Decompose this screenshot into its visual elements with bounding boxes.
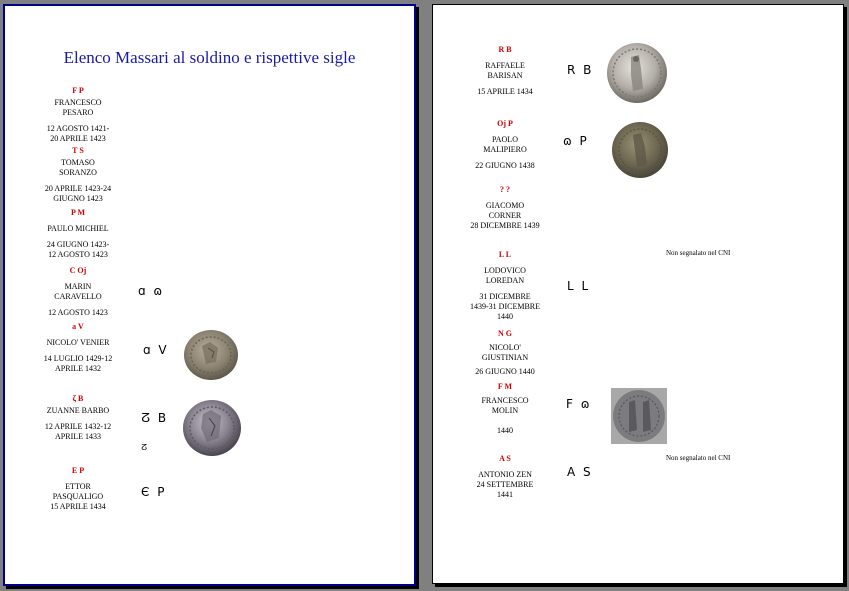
massaro-date: 15 APRILE 1434 — [50, 502, 106, 511]
sigla-symbol: ⵒ B — [141, 411, 169, 425]
list-item — [43, 322, 113, 374]
sigla-label: a V — [72, 322, 84, 331]
sigla-symbol: ɑ ɷ — [138, 284, 165, 298]
page-title: Elenco Massari al soldino e rispettive sigle — [63, 48, 356, 67]
sigla-label: R B — [498, 45, 512, 54]
list-item — [470, 329, 540, 377]
list-item — [470, 454, 540, 500]
massaro-name: GIACOMO CORNER — [485, 201, 525, 220]
sigla-label: T S — [72, 146, 84, 155]
sigla-label: A S — [499, 454, 511, 463]
list-item — [470, 250, 540, 322]
sigla-symbol-variant: ⵒ — [141, 443, 150, 452]
massaro-name: NICOLO' GIUSTINIAN — [481, 343, 529, 362]
coin-image — [611, 388, 667, 444]
sigla-symbol: ɑ V — [143, 343, 169, 357]
coin-image — [182, 328, 240, 382]
list-item — [470, 185, 540, 231]
list-item — [43, 86, 113, 144]
sigla-label: N G — [498, 329, 512, 338]
list-item — [43, 266, 113, 318]
sigla-symbol: L L — [567, 279, 591, 293]
sigla-label: ? ? — [500, 185, 510, 194]
sigla-symbol: Є P — [141, 485, 167, 499]
massaro-date: 12 APRILE 1432-12 APRILE 1433 — [44, 422, 112, 441]
sigla-symbol: R B — [567, 63, 594, 77]
massaro-date: 22 GIUGNO 1438 — [475, 161, 535, 170]
sigla-label: E P — [71, 466, 85, 475]
list-item — [470, 382, 540, 436]
note-text: Non segnalato nel CNI — [666, 454, 731, 462]
massaro-name: FRANCESCO PESARO — [54, 98, 102, 117]
list-item — [470, 45, 540, 97]
sigla-label: ζ B — [72, 394, 84, 403]
massaro-date: 24 SETTEMBRE 1441 — [476, 480, 534, 499]
sigla-label: C Oj — [69, 266, 87, 275]
note-text: Non segnalato nel CNI — [666, 249, 731, 257]
right-page — [432, 4, 844, 584]
massaro-name: ANTONIO ZEN — [478, 470, 532, 479]
sigla-symbol: A S — [567, 465, 593, 479]
massaro-name: PAOLO MALIPIERO — [483, 135, 527, 154]
massaro-name: ETTOR PASQUALIGO — [52, 482, 104, 501]
massaro-date: 12 AGOSTO 1423 — [48, 308, 108, 317]
list-item — [43, 466, 113, 512]
massaro-date: 12 AGOSTO 1421-20 APRILE 1423 — [46, 124, 110, 143]
massaro-name: LODOVICO LOREDAN — [484, 266, 526, 285]
massaro-name: RAFFAELE BARISAN — [485, 61, 525, 80]
sigla-symbol: F ɷ — [566, 397, 592, 411]
sigla-label: Oj P — [497, 119, 513, 128]
sigla-label: F P — [72, 86, 84, 95]
list-item — [43, 394, 113, 442]
sigla-symbol: ɷ P — [563, 134, 589, 148]
coin-image — [181, 398, 243, 458]
left-page — [3, 4, 416, 586]
massaro-date: 31 DICEMBRE 1439-31 DICEMBRE 1440 — [470, 292, 540, 321]
massaro-name: MARIN CARAVELLO — [54, 282, 102, 301]
massaro-name: FRANCESCO MOLIN — [481, 396, 529, 415]
coin-image — [605, 41, 669, 105]
massaro-date: 24 GIUGNO 1423-12 AGOSTO 1423 — [46, 240, 110, 259]
massaro-name: TOMASO SORANZO — [59, 158, 97, 177]
sigla-label: P M — [71, 208, 85, 217]
massaro-date: 28 DICEMBRE 1439 — [470, 221, 540, 230]
sigla-label: L L — [498, 250, 512, 259]
massaro-name: NICOLO' VENIER — [46, 338, 110, 347]
massaro-date: 14 LUGLIO 1429-12 APRILE 1432 — [43, 354, 113, 373]
sigla-label: F M — [497, 382, 513, 391]
list-item — [43, 208, 113, 260]
massaro-date: 15 APRILE 1434 — [477, 87, 533, 96]
massaro-date: 20 APRILE 1423-24 GIUGNO 1423 — [44, 184, 112, 203]
list-item — [470, 119, 540, 171]
massaro-name: ZUANNE BARBO — [46, 406, 110, 415]
coin-image — [611, 121, 669, 179]
massaro-name: PAULO MICHIEL — [47, 224, 109, 233]
list-item — [43, 146, 113, 204]
massaro-date: 26 GIUGNO 1440 — [475, 367, 535, 376]
massaro-date: 1440 — [497, 426, 513, 435]
